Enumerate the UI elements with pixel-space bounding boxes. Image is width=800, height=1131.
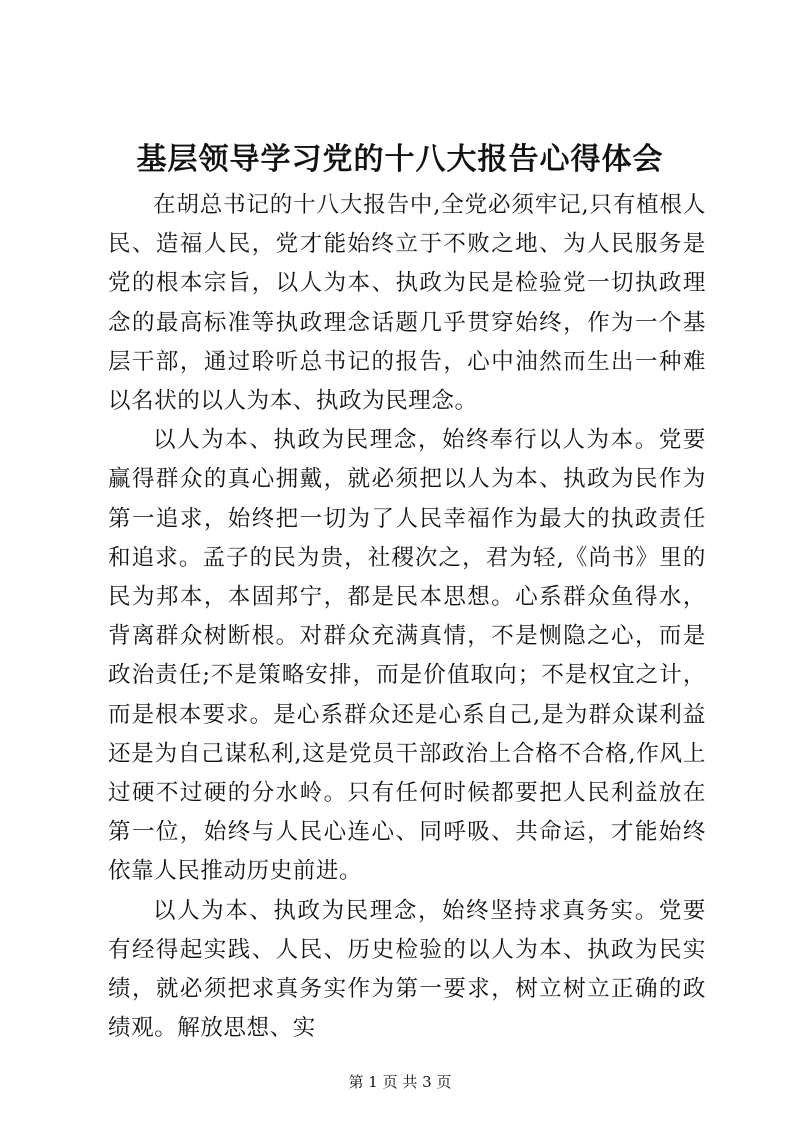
document-body [108,186,706,1048]
paragraph-2: 以人为本、执政为民理念，始终奉行以人为本。党要赢得群众的真心拥戴，就必须把以人为本、执政为民作为第一追求，始终把一切为了人民幸福作为最大的执政责任和追求。孟子的民为贵，社稷次之，君为轻,《尚书》里的民为邦本，本固邦宁，都是民本思想。心系群众鱼得水，背离群众树断根。对群众充满真情，不是恻隐之心，而是政治责任;不是策略安排，而是价值取向；不是权宜之计，而是根本要求。是心系群众还是心系自己,是为群众谋利益还是为自己谋私利,这是党员干部政治上合格不合格,作风上过硬不过硬的分水岭。只有任何时候都要把人民利益放在第一位，始终与人民心连心、同呼吸、共命运，才能始终依靠人民推动历史前进。 [108,427,706,885]
document-title: 基层领导学习党的十八大报告心得体会 [136,142,664,177]
paragraph-1: 在胡总书记的十八大报告中,全党必须牢记,只有植根人民、造福人民，党才能始终立于不败之地、为人民服务是党的根本宗旨，以人为本、执政为民是检验党一切执政理念的最高标准等执政理念话题几乎贯穿始终，作为一个基层干部，通过聆听总书记的报告，心中油然而生出一种难以名状的以人为本、执政为民理念。 [108,192,706,415]
page-footer: 第 1 页 共 3 页 [348,1073,452,1091]
paragraph-3: 以人为本、执政为民理念，始终坚持求真务实。党要有经得起实践、人民、历史检验的以人为本、执政为民实绩，就必须把求真务实作为第一要求，树立树立正确的政绩观。解放思想、实 [108,897,706,1042]
